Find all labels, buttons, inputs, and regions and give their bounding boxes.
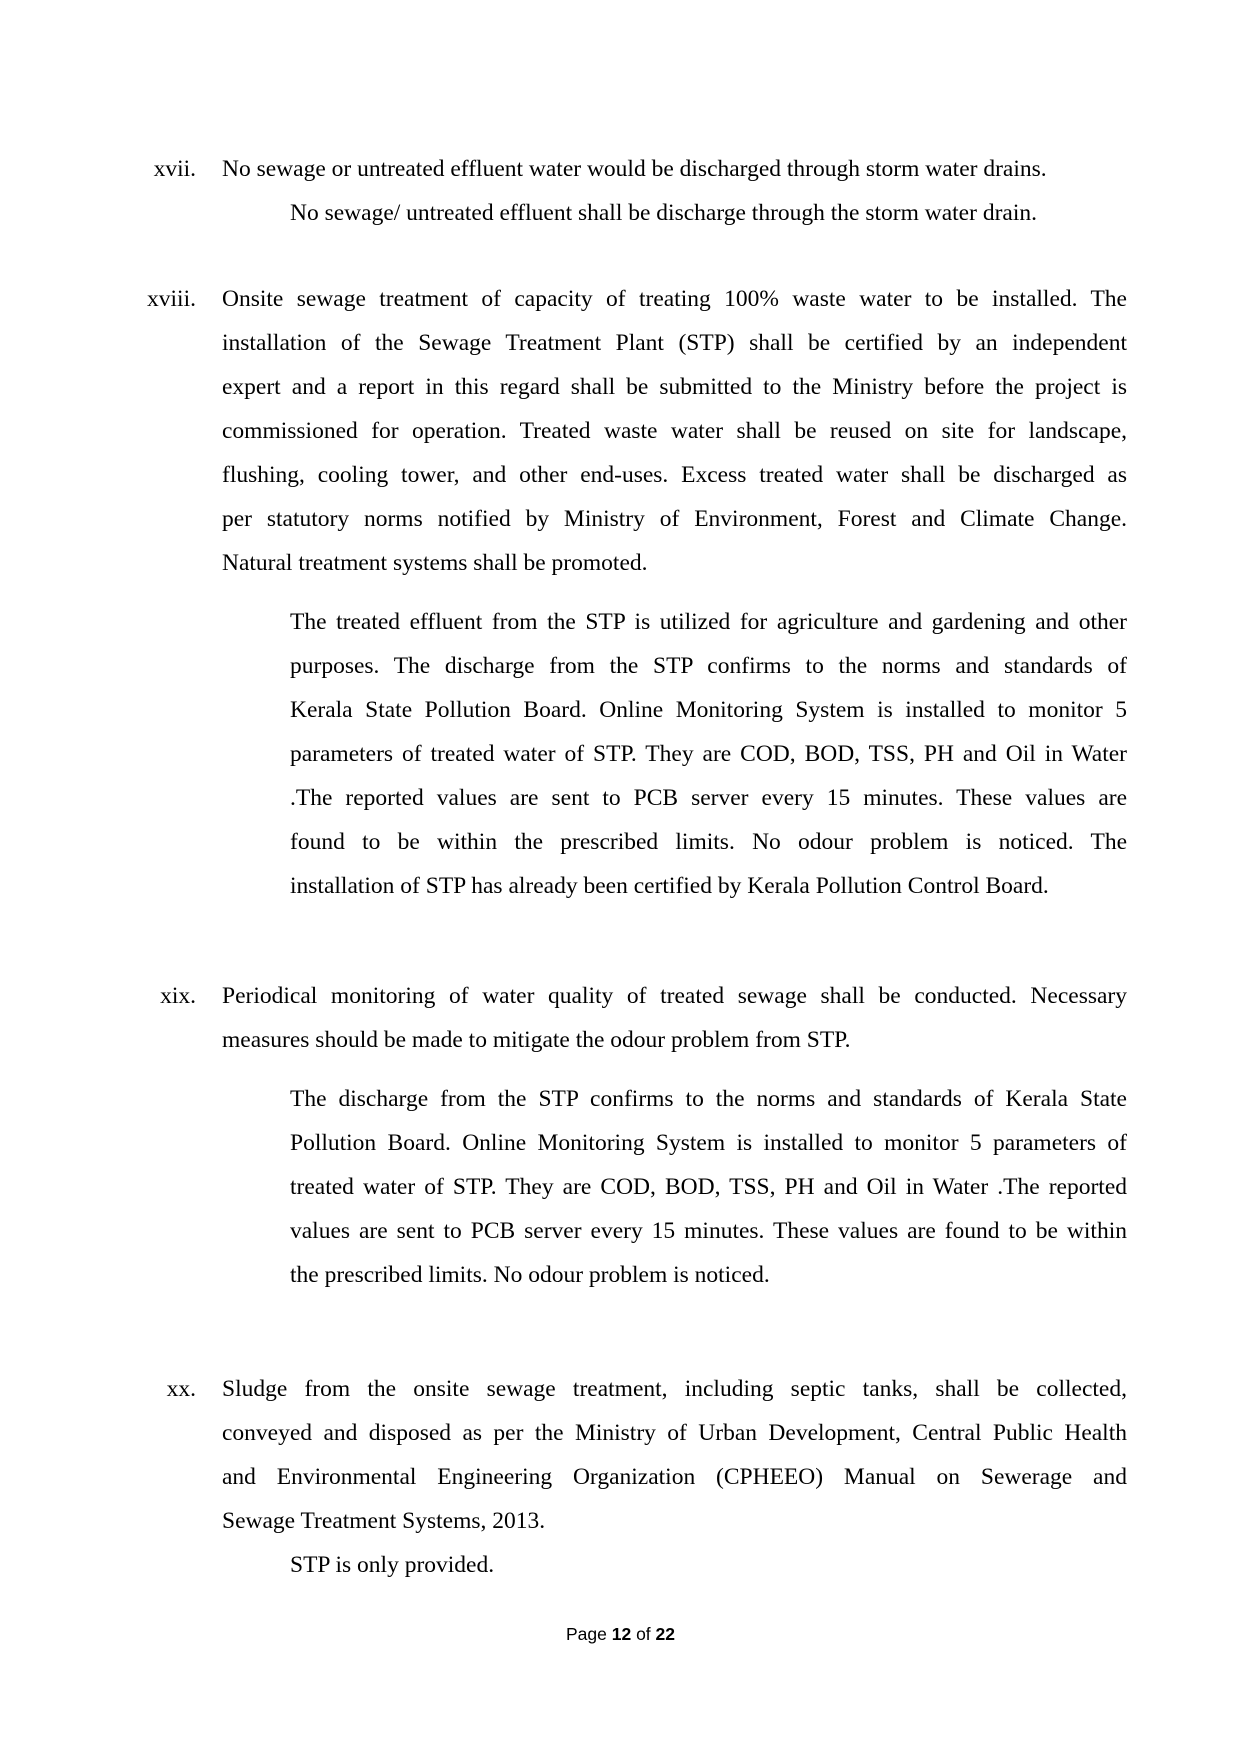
text-line: .The reported values are sent to PCB server every 15 minutes. These values are <box>290 785 1127 811</box>
text-line: Kerala State Pollution Board. Online Monitoring System is installed to monitor 5 <box>290 697 1127 723</box>
items-container <box>0 147 1241 1587</box>
item-body <box>222 277 1127 908</box>
text-line: parameters of treated water of STP. They are COD, BOD, TSS, PH and Oil in Water <box>290 741 1127 767</box>
text-line: conveyed and disposed as per the Ministry of Urban Development, Central Public Health <box>222 1420 1127 1446</box>
text-line: treated water of STP. They are COD, BOD, TSS, PH and Oil in Water .The reported <box>290 1174 1127 1200</box>
text-line: The treated effluent from the STP is utilized for agriculture and gardening and other <box>290 609 1127 635</box>
text-line: Sewage Treatment Systems, 2013. <box>222 1508 546 1534</box>
item-body <box>222 147 1127 235</box>
response-paragraph <box>290 1077 1127 1297</box>
text-line: flushing, cooling tower, and other end-uses. Excess treated water shall be discharged as <box>222 462 1127 488</box>
text-line: the prescribed limits. No odour problem is noticed. <box>290 1262 770 1288</box>
response-paragraph <box>290 1543 1127 1587</box>
page-footer <box>0 1622 1241 1646</box>
footer-of-label: of <box>636 1624 651 1644</box>
list-item-xviii <box>0 277 1241 908</box>
item-body <box>222 1367 1127 1587</box>
text-line: and Environmental Engineering Organization (CPHEEO) Manual on Sewerage and <box>222 1464 1127 1490</box>
condition-paragraph <box>222 1367 1127 1543</box>
text-line: Pollution Board. Online Monitoring System is installed to monitor 5 parameters of <box>290 1130 1127 1156</box>
footer-page-label: Page <box>565 1624 607 1644</box>
text-line: commissioned for operation. Treated waste water shall be reused on site for landscape, <box>222 418 1127 444</box>
item-number: xix. <box>160 983 196 1009</box>
text-line: No sewage/ untreated effluent shall be discharge through the storm water drain. <box>290 200 1037 226</box>
condition-paragraph <box>222 147 1127 191</box>
text-line: The discharge from the STP confirms to the norms and standards of Kerala State <box>290 1086 1127 1112</box>
text-line: No sewage or untreated effluent water would be discharged through storm water drains. <box>222 156 1047 182</box>
text-line: expert and a report in this regard shall be submitted to the Ministry before the project is <box>222 374 1127 400</box>
list-item-xvii <box>0 147 1241 235</box>
item-number: xx. <box>166 1376 196 1402</box>
condition-paragraph <box>222 974 1127 1062</box>
list-item-xix <box>0 974 1241 1297</box>
text-line: Periodical monitoring of water quality of treated sewage shall be conducted. Necessary <box>222 983 1127 1009</box>
text-line: measures should be made to mitigate the odour problem from STP. <box>222 1027 851 1053</box>
list-item-xx <box>0 1367 1241 1587</box>
response-paragraph <box>290 600 1127 908</box>
text-line: purposes. The discharge from the STP confirms to the norms and standards of <box>290 653 1127 679</box>
item-number: xvii. <box>153 156 196 182</box>
text-line: installation of STP has already been certified by Kerala Pollution Control Board. <box>290 873 1049 899</box>
item-number: xviii. <box>147 286 196 312</box>
text-line: found to be within the prescribed limits. No odour problem is noticed. The <box>290 829 1127 855</box>
text-line: installation of the Sewage Treatment Plant (STP) shall be certified by an independent <box>222 330 1127 356</box>
text-line: STP is only provided. <box>290 1552 495 1578</box>
condition-paragraph <box>222 277 1127 585</box>
footer-page-number: 12 <box>611 1624 632 1644</box>
text-line: Onsite sewage treatment of capacity of treating 100% waste water to be installed. The <box>222 286 1127 312</box>
footer-total-pages: 22 <box>655 1624 676 1644</box>
item-body <box>222 974 1127 1297</box>
text-line: Sludge from the onsite sewage treatment, including septic tanks, shall be collected, <box>222 1376 1127 1402</box>
text-line: per statutory norms notified by Ministry of Environment, Forest and Climate Change. <box>222 506 1127 532</box>
text-line: Natural treatment systems shall be promoted. <box>222 550 648 576</box>
text-line: values are sent to PCB server every 15 minutes. These values are found to be within <box>290 1218 1127 1244</box>
response-paragraph <box>290 191 1127 235</box>
